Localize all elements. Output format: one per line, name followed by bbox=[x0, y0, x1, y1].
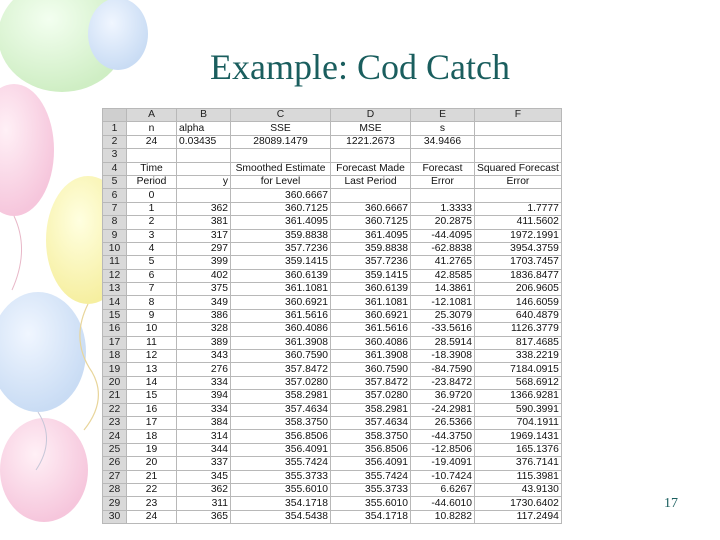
table-row bbox=[103, 350, 562, 363]
table-cell[interactable]: 15 bbox=[127, 390, 177, 403]
table-cell[interactable]: 362 bbox=[177, 483, 231, 496]
table-cell[interactable]: 356.8506 bbox=[231, 430, 331, 443]
table-row bbox=[103, 296, 562, 309]
row-header[interactable]: 16 bbox=[103, 323, 127, 336]
row-header[interactable]: 18 bbox=[103, 350, 127, 363]
table-cell[interactable]: 361.4095 bbox=[331, 229, 411, 242]
table-cell[interactable]: 334 bbox=[177, 376, 231, 389]
table-cell[interactable] bbox=[331, 189, 411, 202]
column-header[interactable]: B bbox=[177, 109, 231, 122]
table-cell[interactable]: 297 bbox=[177, 242, 231, 255]
table-row bbox=[103, 416, 562, 429]
table-row bbox=[103, 202, 562, 215]
table-cell[interactable]: 3954.3759 bbox=[475, 242, 562, 255]
table-cell[interactable]: 361.1081 bbox=[231, 283, 331, 296]
table-cell[interactable]: 354.5438 bbox=[231, 510, 331, 523]
table-row bbox=[103, 122, 562, 135]
table-cell[interactable]: 361.4095 bbox=[231, 216, 331, 229]
table-cell[interactable]: 357.7236 bbox=[231, 242, 331, 255]
table-cell[interactable]: -44.4095 bbox=[411, 229, 475, 242]
table-cell[interactable]: 19 bbox=[127, 443, 177, 456]
table-cell[interactable]: 359.1415 bbox=[331, 269, 411, 282]
table-cell[interactable]: 115.3981 bbox=[475, 470, 562, 483]
row-header[interactable]: 26 bbox=[103, 457, 127, 470]
table-cell[interactable]: 311 bbox=[177, 497, 231, 510]
table-cell[interactable]: 349 bbox=[177, 296, 231, 309]
table-cell[interactable]: 1126.3779 bbox=[475, 323, 562, 336]
table-row bbox=[103, 242, 562, 255]
table-cell[interactable] bbox=[475, 149, 562, 162]
table-cell[interactable]: alpha bbox=[177, 122, 231, 135]
row-header[interactable]: 10 bbox=[103, 242, 127, 255]
row-header[interactable]: 1 bbox=[103, 122, 127, 135]
table-cell[interactable]: 43.9130 bbox=[475, 483, 562, 496]
table-cell[interactable]: 338.2219 bbox=[475, 350, 562, 363]
table-cell[interactable]: 356.4091 bbox=[331, 457, 411, 470]
table-row bbox=[103, 470, 562, 483]
table-row bbox=[103, 363, 562, 376]
table-cell[interactable]: Error bbox=[411, 175, 475, 188]
table-cell[interactable]: -44.6010 bbox=[411, 497, 475, 510]
table-cell[interactable]: 9 bbox=[127, 309, 177, 322]
table-cell[interactable]: 14 bbox=[127, 376, 177, 389]
table-cell[interactable]: 276 bbox=[177, 363, 231, 376]
table-cell[interactable]: -84.7590 bbox=[411, 363, 475, 376]
table-cell[interactable]: 361.3908 bbox=[231, 336, 331, 349]
table-cell[interactable] bbox=[331, 149, 411, 162]
column-header[interactable]: E bbox=[411, 109, 475, 122]
table-cell[interactable]: -62.8838 bbox=[411, 242, 475, 255]
table-cell[interactable]: Forecast bbox=[411, 162, 475, 175]
table-cell[interactable]: 42.8585 bbox=[411, 269, 475, 282]
table-cell[interactable]: 6.6267 bbox=[411, 483, 475, 496]
column-header[interactable]: C bbox=[231, 109, 331, 122]
table-cell[interactable]: 1703.7457 bbox=[475, 256, 562, 269]
table-cell[interactable]: 328 bbox=[177, 323, 231, 336]
table-cell[interactable]: 16 bbox=[127, 403, 177, 416]
table-cell[interactable]: 20.2875 bbox=[411, 216, 475, 229]
table-row bbox=[103, 497, 562, 510]
table-cell[interactable]: -10.7424 bbox=[411, 470, 475, 483]
row-header[interactable]: 27 bbox=[103, 470, 127, 483]
table-cell[interactable]: Squared Forecast bbox=[475, 162, 562, 175]
table-cell[interactable]: 355.3733 bbox=[331, 483, 411, 496]
row-header[interactable]: 15 bbox=[103, 309, 127, 322]
row-header[interactable]: 4 bbox=[103, 162, 127, 175]
table-cell[interactable]: 0.03435 bbox=[177, 135, 231, 148]
table-cell[interactable]: 355.6010 bbox=[231, 483, 331, 496]
table-cell[interactable]: 360.6667 bbox=[331, 202, 411, 215]
table-row bbox=[103, 216, 562, 229]
table-row bbox=[103, 229, 562, 242]
table-row bbox=[103, 309, 562, 322]
table-row bbox=[103, 457, 562, 470]
table-cell[interactable]: 357.0280 bbox=[331, 390, 411, 403]
page-number: 17 bbox=[664, 496, 678, 511]
row-header[interactable]: 23 bbox=[103, 416, 127, 429]
table-cell[interactable]: 817.4685 bbox=[475, 336, 562, 349]
row-header[interactable]: 5 bbox=[103, 175, 127, 188]
table-cell[interactable]: Error bbox=[475, 175, 562, 188]
table-cell[interactable]: 376.7141 bbox=[475, 457, 562, 470]
table-cell[interactable]: 361.5616 bbox=[231, 309, 331, 322]
row-header[interactable]: 11 bbox=[103, 256, 127, 269]
table-cell[interactable]: 34.9466 bbox=[411, 135, 475, 148]
row-header[interactable]: 19 bbox=[103, 363, 127, 376]
table-cell[interactable]: 17 bbox=[127, 416, 177, 429]
table-cell[interactable]: 165.1376 bbox=[475, 443, 562, 456]
table-cell[interactable]: 360.6667 bbox=[231, 189, 331, 202]
table-cell[interactable]: -19.4091 bbox=[411, 457, 475, 470]
table-cell[interactable]: 206.9605 bbox=[475, 283, 562, 296]
table-cell[interactable]: 360.7125 bbox=[231, 202, 331, 215]
table-cell[interactable]: 11 bbox=[127, 336, 177, 349]
table-cell[interactable]: 1730.6402 bbox=[475, 497, 562, 510]
table-cell[interactable]: 394 bbox=[177, 390, 231, 403]
table-cell[interactable]: 704.1911 bbox=[475, 416, 562, 429]
table-cell[interactable]: 355.3733 bbox=[231, 470, 331, 483]
table-cell[interactable]: 358.3750 bbox=[331, 430, 411, 443]
table-cell[interactable] bbox=[177, 162, 231, 175]
table-cell[interactable]: 28.5914 bbox=[411, 336, 475, 349]
balloon-shape bbox=[0, 418, 88, 522]
table-row bbox=[103, 483, 562, 496]
table-cell[interactable]: 25.3079 bbox=[411, 309, 475, 322]
table-cell[interactable]: Smoothed Estimate bbox=[231, 162, 331, 175]
table-cell[interactable]: 36.9720 bbox=[411, 390, 475, 403]
select-all-corner[interactable] bbox=[103, 109, 127, 122]
table-cell[interactable] bbox=[411, 149, 475, 162]
table-cell[interactable]: Last Period bbox=[331, 175, 411, 188]
table-cell[interactable]: -12.1081 bbox=[411, 296, 475, 309]
table-cell[interactable]: 359.8838 bbox=[231, 229, 331, 242]
table-cell[interactable]: 355.6010 bbox=[331, 497, 411, 510]
table-cell[interactable]: MSE bbox=[331, 122, 411, 135]
balloon-shape bbox=[0, 292, 86, 412]
table-cell[interactable]: 399 bbox=[177, 256, 231, 269]
row-header[interactable]: 7 bbox=[103, 202, 127, 215]
table-cell[interactable]: 358.2981 bbox=[331, 403, 411, 416]
table-cell[interactable]: 13 bbox=[127, 363, 177, 376]
table-row bbox=[103, 135, 562, 148]
table-cell[interactable]: 357.0280 bbox=[231, 376, 331, 389]
table-row bbox=[103, 510, 562, 523]
table-cell[interactable]: 354.1718 bbox=[331, 510, 411, 523]
table-cell[interactable]: for Level bbox=[231, 175, 331, 188]
table-cell[interactable]: 337 bbox=[177, 457, 231, 470]
table-cell[interactable]: 640.4879 bbox=[475, 309, 562, 322]
table-cell[interactable] bbox=[475, 135, 562, 148]
row-header[interactable]: 17 bbox=[103, 336, 127, 349]
table-cell[interactable] bbox=[177, 189, 231, 202]
table-cell[interactable]: -12.8506 bbox=[411, 443, 475, 456]
table-cell[interactable]: 375 bbox=[177, 283, 231, 296]
table-cell[interactable]: 22 bbox=[127, 483, 177, 496]
table-cell[interactable]: 360.7590 bbox=[231, 350, 331, 363]
table-cell[interactable]: 357.8472 bbox=[331, 376, 411, 389]
table-row bbox=[103, 403, 562, 416]
table-row bbox=[103, 175, 562, 188]
row-header[interactable]: 8 bbox=[103, 216, 127, 229]
table-cell[interactable]: 317 bbox=[177, 229, 231, 242]
table-cell[interactable]: -24.2981 bbox=[411, 403, 475, 416]
table-cell[interactable]: 146.6059 bbox=[475, 296, 562, 309]
table-cell[interactable]: 41.2765 bbox=[411, 256, 475, 269]
table-cell[interactable]: 568.6912 bbox=[475, 376, 562, 389]
table-row bbox=[103, 162, 562, 175]
column-header[interactable]: D bbox=[331, 109, 411, 122]
table-cell[interactable]: -33.5616 bbox=[411, 323, 475, 336]
table-cell[interactable]: 1 bbox=[127, 202, 177, 215]
table-cell[interactable]: 389 bbox=[177, 336, 231, 349]
table-row bbox=[103, 376, 562, 389]
table-cell[interactable]: 411.5602 bbox=[475, 216, 562, 229]
table-cell[interactable]: 345 bbox=[177, 470, 231, 483]
table-cell[interactable]: 361.1081 bbox=[331, 296, 411, 309]
table-cell[interactable]: 5 bbox=[127, 256, 177, 269]
row-header[interactable]: 28 bbox=[103, 483, 127, 496]
row-header[interactable]: 12 bbox=[103, 269, 127, 282]
row-header[interactable]: 24 bbox=[103, 430, 127, 443]
table-cell[interactable]: 357.8472 bbox=[231, 363, 331, 376]
table-cell[interactable]: 26.5366 bbox=[411, 416, 475, 429]
table-cell[interactable]: 4 bbox=[127, 242, 177, 255]
table-cell[interactable]: 1972.1991 bbox=[475, 229, 562, 242]
table-cell[interactable]: 8 bbox=[127, 296, 177, 309]
table-cell[interactable]: 360.4086 bbox=[231, 323, 331, 336]
table-cell[interactable] bbox=[231, 149, 331, 162]
table-cell[interactable]: Period bbox=[127, 175, 177, 188]
column-header[interactable]: A bbox=[127, 109, 177, 122]
table-cell[interactable]: 10 bbox=[127, 323, 177, 336]
row-header[interactable]: 9 bbox=[103, 229, 127, 242]
row-header[interactable]: 13 bbox=[103, 283, 127, 296]
table-cell[interactable]: 365 bbox=[177, 510, 231, 523]
table-row bbox=[103, 189, 562, 202]
table-cell[interactable]: 357.4634 bbox=[231, 403, 331, 416]
row-header[interactable]: 22 bbox=[103, 403, 127, 416]
table-cell[interactable] bbox=[411, 189, 475, 202]
row-header[interactable]: 29 bbox=[103, 497, 127, 510]
table-cell[interactable]: s bbox=[411, 122, 475, 135]
row-header[interactable]: 3 bbox=[103, 149, 127, 162]
table-cell[interactable]: 1836.8477 bbox=[475, 269, 562, 282]
table-cell[interactable]: Time bbox=[127, 162, 177, 175]
table-cell[interactable]: 590.3991 bbox=[475, 403, 562, 416]
table-cell[interactable]: n bbox=[127, 122, 177, 135]
table-row bbox=[103, 443, 562, 456]
table-cell[interactable]: 1221.2673 bbox=[331, 135, 411, 148]
table-cell[interactable]: -23.8472 bbox=[411, 376, 475, 389]
table-row bbox=[103, 430, 562, 443]
row-header[interactable]: 14 bbox=[103, 296, 127, 309]
table-cell[interactable]: 384 bbox=[177, 416, 231, 429]
balloon-shape bbox=[0, 84, 54, 216]
table-cell[interactable]: 359.8838 bbox=[331, 242, 411, 255]
table-cell[interactable]: SSE bbox=[231, 122, 331, 135]
table-row bbox=[103, 336, 562, 349]
table-row bbox=[103, 256, 562, 269]
table-cell[interactable]: 359.1415 bbox=[231, 256, 331, 269]
table-cell[interactable]: 360.7590 bbox=[331, 363, 411, 376]
table-cell[interactable]: 7184.0915 bbox=[475, 363, 562, 376]
table-cell[interactable]: 362 bbox=[177, 202, 231, 215]
table-cell[interactable]: 12 bbox=[127, 350, 177, 363]
table-cell[interactable]: 1366.9281 bbox=[475, 390, 562, 403]
table-cell[interactable]: 10.8282 bbox=[411, 510, 475, 523]
row-header[interactable]: 2 bbox=[103, 135, 127, 148]
table-cell[interactable]: 24 bbox=[127, 510, 177, 523]
slide-title: Example: Cod Catch bbox=[210, 47, 510, 87]
table-cell[interactable]: 7 bbox=[127, 283, 177, 296]
table-row bbox=[103, 283, 562, 296]
table-cell[interactable]: 360.6921 bbox=[331, 309, 411, 322]
table-cell[interactable]: -44.3750 bbox=[411, 430, 475, 443]
table-cell[interactable]: 21 bbox=[127, 470, 177, 483]
table-cell[interactable]: 356.4091 bbox=[231, 443, 331, 456]
table-cell[interactable]: y bbox=[177, 175, 231, 188]
table-cell[interactable]: 314 bbox=[177, 430, 231, 443]
table-cell[interactable]: 386 bbox=[177, 309, 231, 322]
table-cell[interactable]: 361.3908 bbox=[331, 350, 411, 363]
column-header[interactable]: F bbox=[475, 109, 562, 122]
table-cell[interactable]: 381 bbox=[177, 216, 231, 229]
table-row bbox=[103, 149, 562, 162]
row-header[interactable]: 25 bbox=[103, 443, 127, 456]
table-row bbox=[103, 390, 562, 403]
table-cell[interactable]: 360.4086 bbox=[331, 336, 411, 349]
row-header[interactable]: 20 bbox=[103, 376, 127, 389]
table-cell[interactable]: 354.1718 bbox=[231, 497, 331, 510]
table-cell[interactable]: 360.6921 bbox=[231, 296, 331, 309]
table-cell[interactable]: 1969.1431 bbox=[475, 430, 562, 443]
spreadsheet bbox=[102, 108, 562, 524]
row-header[interactable]: 30 bbox=[103, 510, 127, 523]
table-cell[interactable]: 14.3861 bbox=[411, 283, 475, 296]
table-cell[interactable]: 344 bbox=[177, 443, 231, 456]
table-cell[interactable] bbox=[177, 149, 231, 162]
table-cell[interactable]: 360.6139 bbox=[231, 269, 331, 282]
table-cell[interactable] bbox=[475, 122, 562, 135]
table-cell[interactable]: 2 bbox=[127, 216, 177, 229]
table-cell[interactable]: 117.2494 bbox=[475, 510, 562, 523]
table-cell[interactable]: 24 bbox=[127, 135, 177, 148]
row-header[interactable]: 21 bbox=[103, 390, 127, 403]
table-cell[interactable]: 357.7236 bbox=[331, 256, 411, 269]
table-cell[interactable]: 20 bbox=[127, 457, 177, 470]
table-cell[interactable]: 3 bbox=[127, 229, 177, 242]
table-cell[interactable]: 23 bbox=[127, 497, 177, 510]
table-cell[interactable]: 356.8506 bbox=[331, 443, 411, 456]
table-cell[interactable]: 343 bbox=[177, 350, 231, 363]
table-cell[interactable] bbox=[127, 149, 177, 162]
table-cell[interactable]: 28089.1479 bbox=[231, 135, 331, 148]
table-cell[interactable]: 360.6139 bbox=[331, 283, 411, 296]
table-cell[interactable]: 0 bbox=[127, 189, 177, 202]
table-cell[interactable]: 6 bbox=[127, 269, 177, 282]
table-cell[interactable]: 18 bbox=[127, 430, 177, 443]
table-cell[interactable]: Forecast Made bbox=[331, 162, 411, 175]
table-row bbox=[103, 323, 562, 336]
row-header[interactable]: 6 bbox=[103, 189, 127, 202]
table-cell[interactable]: 358.2981 bbox=[231, 390, 331, 403]
table-cell[interactable] bbox=[475, 189, 562, 202]
table-cell[interactable]: 1.7777 bbox=[475, 202, 562, 215]
table-row bbox=[103, 269, 562, 282]
table-cell[interactable]: 357.4634 bbox=[331, 416, 411, 429]
table-cell[interactable]: -18.3908 bbox=[411, 350, 475, 363]
table-cell[interactable]: 402 bbox=[177, 269, 231, 282]
table-cell[interactable]: 358.3750 bbox=[231, 416, 331, 429]
table-cell[interactable]: 361.5616 bbox=[331, 323, 411, 336]
table-cell[interactable]: 360.7125 bbox=[331, 216, 411, 229]
table-cell[interactable]: 355.7424 bbox=[231, 457, 331, 470]
table-cell[interactable]: 334 bbox=[177, 403, 231, 416]
table-cell[interactable]: 1.3333 bbox=[411, 202, 475, 215]
table-cell[interactable]: 355.7424 bbox=[331, 470, 411, 483]
